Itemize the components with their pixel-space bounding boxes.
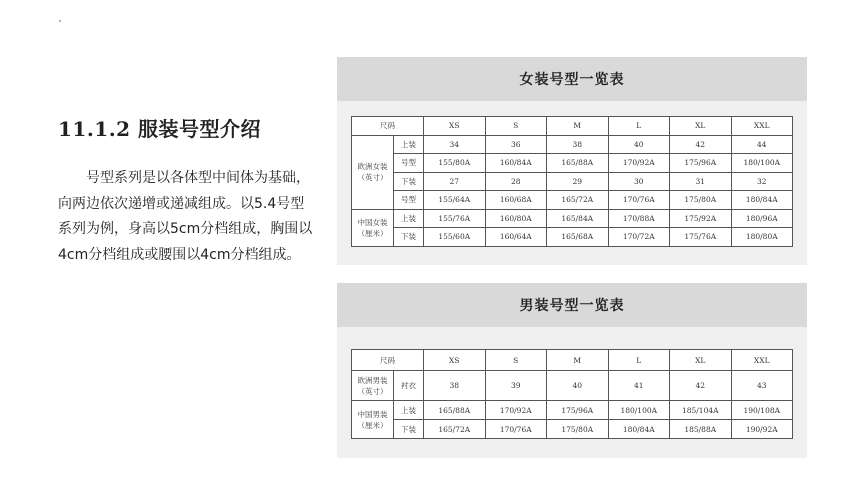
table-row [352, 191, 793, 210]
table-cell: 180/84A [608, 420, 670, 439]
size-header: XS [424, 117, 486, 136]
table-cell: 170/76A [608, 191, 670, 210]
table-cell: 40 [547, 371, 609, 401]
eu-women-label: 欧洲女装（英寸） [352, 135, 394, 209]
table-cell: 170/92A [485, 401, 547, 420]
table-cell: 165/84A [547, 209, 609, 228]
table-row [352, 420, 793, 439]
top-label: 上装 [394, 401, 424, 420]
table-cell: 32 [731, 172, 793, 191]
table-row [352, 154, 793, 173]
table-cell: 155/80A [424, 154, 486, 173]
table-cell: 170/88A [608, 209, 670, 228]
size-header: S [485, 350, 547, 371]
eu-men-label: 欧洲男装（英寸） [352, 371, 394, 401]
size-header: XL [670, 117, 732, 136]
table-cell: 165/88A [547, 154, 609, 173]
women-size-panel [337, 57, 807, 265]
size-header: M [547, 350, 609, 371]
table-cell: 38 [547, 135, 609, 154]
size-header: XL [670, 350, 732, 371]
table-cell: 155/76A [424, 209, 486, 228]
table-cell: 44 [731, 135, 793, 154]
table-cell: 165/88A [424, 401, 486, 420]
table-cell: 165/72A [547, 191, 609, 210]
size-header: XXL [731, 350, 793, 371]
table-cell: 175/76A [670, 228, 732, 247]
cn-men-label: 中国男装（厘米） [352, 401, 394, 439]
size-header: L [608, 350, 670, 371]
table-cell: 175/96A [547, 401, 609, 420]
men-table-title: 男装号型一览表 [337, 283, 807, 327]
hao-xing-label: 号型 [394, 154, 424, 173]
table-cell: 165/72A [424, 420, 486, 439]
table-row [352, 371, 793, 401]
men-size-panel [337, 283, 807, 458]
table-cell: 40 [608, 135, 670, 154]
table-row [352, 228, 793, 247]
table-cell: 165/68A [547, 228, 609, 247]
shirt-label: 衬衣 [394, 371, 424, 401]
table-cell: 39 [485, 371, 547, 401]
men-table-wrap [351, 349, 793, 439]
table-cell: 180/100A [731, 154, 793, 173]
table-cell: 170/76A [485, 420, 547, 439]
bottom-label: 下装 [394, 172, 424, 191]
table-cell: 180/96A [731, 209, 793, 228]
table-cell: 28 [485, 172, 547, 191]
size-header: S [485, 117, 547, 136]
table-cell: 29 [547, 172, 609, 191]
table-cell: 36 [485, 135, 547, 154]
size-label-cell: 尺码 [352, 117, 424, 136]
table-cell: 27 [424, 172, 486, 191]
size-header: M [547, 117, 609, 136]
table-row [352, 209, 793, 228]
paragraph-text: 号型系列是以各体型中间体为基础，向两边依次递增或递减组成。以5.4号型系列为例，身高以5cm分档组成，胸围以4cm分档组成或腰围以4cm分档组成。 [58, 170, 313, 263]
table-cell: 190/92A [731, 420, 793, 439]
size-header: XS [424, 350, 486, 371]
table-cell: 175/80A [547, 420, 609, 439]
table-row [352, 135, 793, 154]
table-cell: 180/100A [608, 401, 670, 420]
table-cell: 175/80A [670, 191, 732, 210]
table-cell: 38 [424, 371, 486, 401]
table-cell: 42 [670, 371, 732, 401]
table-cell: 34 [424, 135, 486, 154]
table-cell: 30 [608, 172, 670, 191]
table-header-row [352, 117, 793, 136]
men-size-table [351, 349, 793, 439]
table-cell: 41 [608, 371, 670, 401]
table-row [352, 401, 793, 420]
table-cell: 160/64A [485, 228, 547, 247]
table-cell: 155/60A [424, 228, 486, 247]
table-row [352, 172, 793, 191]
table-cell: 170/72A [608, 228, 670, 247]
top-label: 上装 [394, 209, 424, 228]
women-table-title: 女装号型一览表 [337, 57, 807, 101]
cn-women-label: 中国女装（厘米） [352, 209, 394, 246]
table-cell: 185/88A [670, 420, 732, 439]
table-cell: 185/104A [670, 401, 732, 420]
women-size-table [351, 116, 793, 247]
size-header: XXL [731, 117, 793, 136]
table-cell: 43 [731, 371, 793, 401]
table-cell: 160/68A [485, 191, 547, 210]
table-cell: 180/84A [731, 191, 793, 210]
table-cell: 42 [670, 135, 732, 154]
bottom-label: 下装 [394, 420, 424, 439]
table-cell: 160/80A [485, 209, 547, 228]
table-cell: 155/64A [424, 191, 486, 210]
decorative-dot [59, 20, 61, 22]
table-header-row [352, 350, 793, 371]
top-label: 上装 [394, 135, 424, 154]
table-cell: 160/84A [485, 154, 547, 173]
bottom-label: 下装 [394, 228, 424, 247]
size-label-cell: 尺码 [352, 350, 424, 371]
size-header: L [608, 117, 670, 136]
table-cell: 190/108A [731, 401, 793, 420]
table-cell: 170/92A [608, 154, 670, 173]
table-cell: 175/92A [670, 209, 732, 228]
hao-xing-label: 号型 [394, 191, 424, 210]
table-cell: 180/80A [731, 228, 793, 247]
section-heading: 11.1.2 服装号型介绍 [58, 117, 262, 141]
table-cell: 175/96A [670, 154, 732, 173]
table-cell: 31 [670, 172, 732, 191]
women-table-wrap [351, 116, 793, 247]
intro-paragraph [58, 166, 318, 268]
